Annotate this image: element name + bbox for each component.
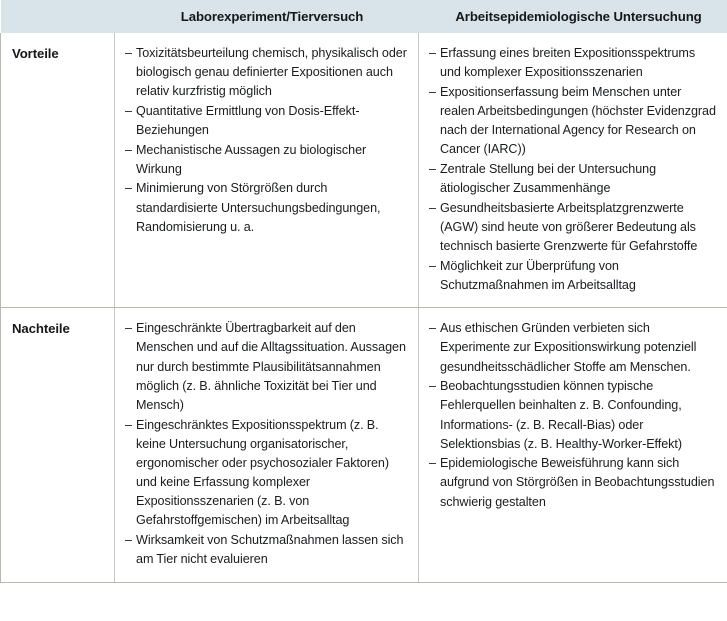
- list-nachteile-lab: [125, 319, 409, 569]
- list-item: – Beobachtungsstudien können typische Fehlerquellen beinhalten z. B. Confounding, Informations- (z. B. Recall-Bias) oder Selektionsbias (z. B. Healthy-Worker-Effekt): [429, 377, 718, 454]
- bottom-spacer: [0, 583, 727, 601]
- list-item: – Epidemiologische Beweisführung kann sich aufgrund von Störgrößen in Beobachtungsstudien schwierig gestalten: [429, 454, 718, 511]
- cell-nachteile-lab: [115, 308, 419, 582]
- header-cell-lab: [115, 0, 419, 33]
- cell-vorteile-lab: [115, 33, 419, 308]
- row-label-vorteile: Vorteile: [12, 46, 59, 61]
- table-row-nachteile: [1, 308, 727, 582]
- list-item: – Eingeschränkte Übertragbarkeit auf den Menschen und auf die Alltagssituation. Aussagen nur durch bestimmte Plausibilitätsannahmen möglich (z. B. ähnliche Toxizität bei Tier und Mensch): [125, 319, 409, 415]
- list-item: – Quantitative Ermittlung von Dosis-Effekt-Beziehungen: [125, 102, 409, 140]
- header-cell-epi: [419, 0, 727, 33]
- list-item: – Eingeschränktes Expositionsspektrum (z. B. keine Untersuchung organisatorischer, ergonomischer oder psychosozialer Faktoren) und keine Erfassung komplexer Expositionsszenarien (z. B. von Gefahrstoffgemischen) im Arbeitsalltag: [125, 416, 409, 531]
- list-item: – Mechanistische Aussagen zu biologischer Wirkung: [125, 141, 409, 179]
- table-row-vorteile: [1, 33, 727, 308]
- list-item: – Wirksamkeit von Schutzmaßnahmen lassen sich am Tier nicht evaluieren: [125, 531, 409, 569]
- cell-vorteile-epi: [419, 33, 727, 308]
- list-item: – Toxizitätsbeurteilung chemisch, physikalisch oder biologisch genau definierter Expositionen auch relativ kurzfristig möglich: [125, 44, 409, 101]
- list-item: – Erfassung eines breiten Expositionsspektrums und komplexer Expositionsszenarien: [429, 44, 718, 82]
- cell-nachteile-epi: [419, 308, 727, 582]
- list-item: – Gesundheitsbasierte Arbeitsplatzgrenzwerte (AGW) sind heute von größerer Bedeutung als technisch basierte Grenzwerte für Gefahrstoffe: [429, 199, 718, 256]
- header-label-lab: Laborexperiment/Tierversuch: [180, 9, 364, 24]
- row-label-nachteile: Nachteile: [12, 321, 70, 337]
- list-item: – Minimierung von Störgrößen durch standardisierte Untersuchungsbedingungen, Randomisierung u. a.: [125, 179, 409, 236]
- list-item: – Zentrale Stellung bei der Untersuchung ätiologischer Zusammenhänge: [429, 160, 718, 198]
- row-label-cell-nachteile: [1, 308, 115, 582]
- row-label-cell-vorteile: [1, 33, 115, 308]
- header-row: [1, 0, 727, 33]
- header-cell-empty: [1, 0, 115, 33]
- list-item: – Aus ethischen Gründen verbieten sich Experimente zur Expositionswirkung potenziell gesundheitsschädlicher Stoffe am Menschen.: [429, 319, 718, 376]
- table-body: [1, 33, 727, 582]
- list-vorteile-epi: [429, 44, 718, 295]
- list-item: – Expositionserfassung beim Menschen unter realen Arbeitsbedingungen (höchster Evidenzgrad nach der International Agency for Research on Cancer (IARC)): [429, 83, 718, 160]
- list-item: – Möglichkeit zur Überprüfung von Schutzmaßnahmen im Arbeitsalltag: [429, 257, 718, 295]
- header-label-epi: Arbeitsepidemiologische Untersuchung: [455, 9, 702, 24]
- table-header: [1, 0, 727, 33]
- list-vorteile-lab: [125, 44, 409, 237]
- list-nachteile-epi: [429, 319, 718, 511]
